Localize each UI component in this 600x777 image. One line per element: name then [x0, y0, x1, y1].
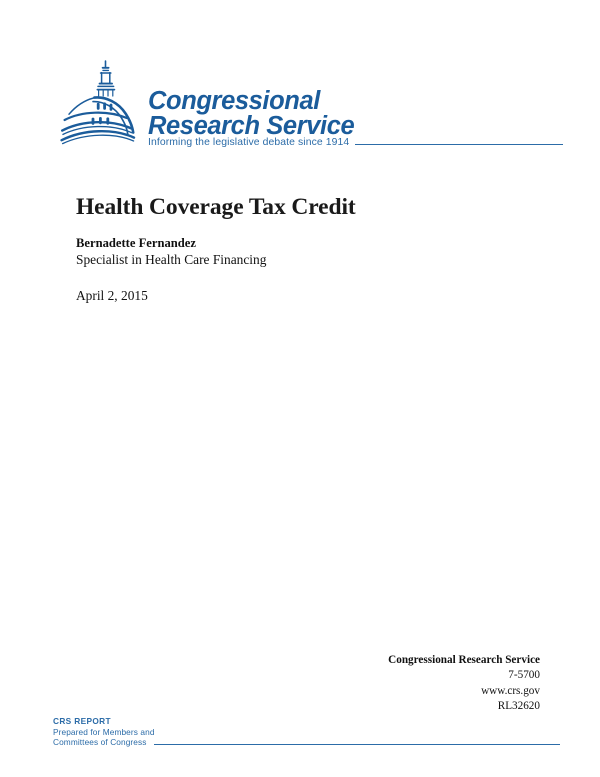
footer-website: www.crs.gov [481, 684, 540, 697]
footer-phone: 7-5700 [508, 669, 540, 681]
crs-tagline-row [148, 137, 600, 148]
footer-rule [154, 744, 560, 745]
crs-report-label: CRS REPORT [53, 716, 111, 726]
author-name: Bernadette Fernandez [76, 236, 196, 250]
wordmark-line-2: Research Service [148, 112, 355, 140]
document-page [8, 8, 592, 769]
crs-report-subline-2: Committees of Congress [53, 737, 147, 747]
crs-wordmark [148, 89, 568, 139]
crs-report-subline-1: Prepared for Members and [53, 726, 155, 737]
capitol-dome-icon [60, 58, 152, 146]
crs-tagline: Informing the legislative debate since 1914 [148, 137, 350, 148]
publication-date: April 2, 2015 [76, 288, 148, 303]
wordmark-line-1: Congressional [148, 87, 320, 115]
crs-report-subline-2-row [53, 737, 563, 748]
footer-organization: Congressional Research Service [388, 654, 540, 666]
author-job-title: Specialist in Health Care Financing [76, 252, 267, 267]
tagline-rule [355, 144, 563, 145]
footer-contact-block [240, 652, 540, 715]
footer-report-number: RL32620 [497, 700, 540, 712]
crs-report-mark [53, 716, 563, 748]
crs-logo [60, 58, 560, 153]
page-title: Health Coverage Tax Credit [76, 193, 356, 220]
